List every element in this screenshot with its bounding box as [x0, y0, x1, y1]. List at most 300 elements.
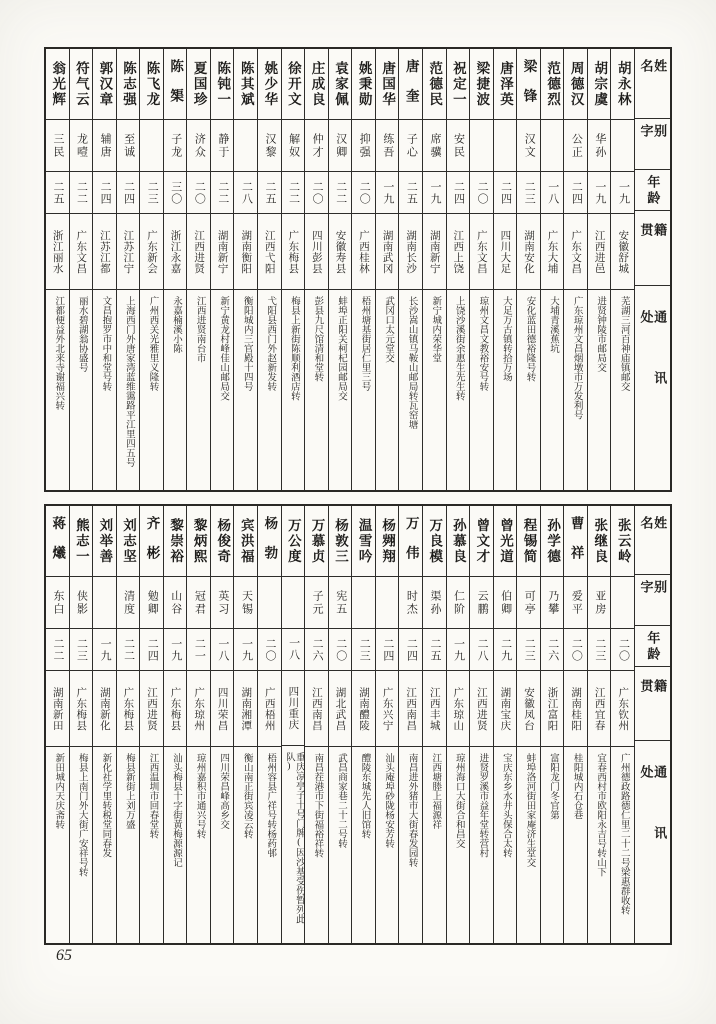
entry-name-text: 蒋爔 — [50, 515, 66, 575]
entry-native-text: 广西桂林 — [358, 229, 370, 274]
entry-column — [116, 49, 140, 490]
entry-native — [517, 670, 540, 746]
entry-name-text: 杨俊奇 — [215, 517, 231, 565]
entry-name — [46, 49, 69, 119]
entry-name-text: 夏国珍 — [191, 60, 207, 108]
entry-address — [93, 746, 116, 943]
entry-column — [516, 49, 540, 490]
entry-address — [305, 746, 328, 943]
entry-name-text: 万慕贞 — [309, 517, 325, 565]
entry-native-text: 江西南昌 — [405, 686, 417, 731]
entry-address — [541, 289, 564, 490]
entry-name — [140, 506, 163, 576]
entry-native — [611, 670, 634, 746]
entry-courtesy — [494, 576, 517, 628]
entry-column — [92, 506, 116, 943]
entry-courtesy — [329, 119, 352, 171]
column-header-address — [635, 740, 670, 943]
entry-address — [494, 289, 517, 490]
entry-column — [328, 506, 352, 943]
entry-age-text: 三〇 — [169, 180, 182, 205]
entry-address — [164, 289, 187, 490]
entry-age — [140, 171, 163, 213]
entry-address-text: 武昌商家巷二十二号转 — [335, 753, 346, 848]
entry-native-text: 广东新会 — [145, 229, 157, 274]
entry-name-text: 袁家佩 — [333, 60, 349, 108]
entry-address-text: 汕头庵埠砂陇杨安芳转 — [383, 753, 394, 848]
entry-age-text: 二四 — [570, 180, 583, 205]
entry-native — [494, 213, 517, 289]
entry-name — [234, 49, 257, 119]
entry-courtesy-text: 安民 — [452, 132, 465, 159]
column-header-address-text: 通讯处 — [638, 765, 668, 888]
entry-column — [163, 49, 187, 490]
entry-column — [446, 49, 470, 490]
entry-column — [563, 49, 587, 490]
entry-address-text: 衡阳城内三官殿十四号 — [241, 296, 252, 391]
entry-name-text: 曾文才 — [474, 517, 490, 565]
entry-name — [399, 49, 422, 119]
entry-address — [93, 289, 116, 490]
entry-name-text: 陈其斌 — [238, 60, 254, 108]
entry-age — [447, 628, 470, 670]
entry-name — [470, 49, 493, 119]
entry-native-text: 安徽寿县 — [334, 229, 346, 274]
entry-address-text: 广东琼州文昌烟墩市万发利号 — [571, 296, 582, 420]
entry-courtesy — [376, 119, 399, 171]
entry-address-text: 琼州嘉积市通兴号转 — [194, 753, 205, 839]
entry-age-text: 二四 — [381, 637, 394, 662]
entry-courtesy-text: 辅唐 — [99, 132, 112, 159]
entry-age-text: 二六 — [311, 637, 324, 662]
entry-column — [281, 506, 305, 943]
entry-name — [588, 506, 611, 576]
entry-address — [352, 746, 375, 943]
entry-native-text: 四川荣昌 — [216, 686, 228, 731]
entry-name — [564, 506, 587, 576]
entry-age-text: 二二 — [216, 180, 229, 205]
entry-age — [376, 628, 399, 670]
entry-courtesy — [588, 576, 611, 628]
entry-age-text: 一九 — [381, 180, 394, 205]
entry-courtesy-text: 抑强 — [358, 132, 371, 159]
entry-native — [564, 670, 587, 746]
entry-address-text: 丽水碧湖翁协盛号 — [76, 296, 87, 372]
entry-native-text: 四川彭县 — [310, 229, 322, 274]
entry-age — [70, 171, 93, 213]
entry-native-text: 广东琼山 — [452, 686, 464, 731]
entry-age-text: 二八 — [476, 637, 489, 662]
entry-courtesy-text: 子龙 — [169, 132, 182, 159]
entry-column — [233, 506, 257, 943]
entry-age — [588, 628, 611, 670]
entry-age-text: 二五 — [51, 180, 64, 205]
entry-age-text: 二四 — [452, 180, 465, 205]
entry-address-text: 梧州塘基街居仁里三号 — [359, 296, 370, 391]
entry-address — [470, 746, 493, 943]
column-header-native-text: 籍贯 — [638, 223, 668, 261]
entry-courtesy — [423, 119, 446, 171]
entry-native-text: 江西丰城 — [428, 686, 440, 731]
entry-native-text: 广东文昌 — [75, 229, 87, 274]
entry-courtesy — [211, 119, 234, 171]
entry-column — [257, 49, 281, 490]
column-header-age-text: 年龄 — [645, 630, 661, 663]
entry-native — [164, 213, 187, 289]
entry-column — [304, 49, 328, 490]
entry-name-text: 黎炳熙 — [191, 517, 207, 565]
entry-age-text: 二三 — [593, 637, 606, 662]
entry-courtesy — [376, 576, 399, 628]
entry-age — [564, 628, 587, 670]
entry-name-text: 翁光辉 — [50, 60, 66, 108]
entry-age — [329, 171, 352, 213]
entry-address — [517, 289, 540, 490]
entry-name-text: 唐泽英 — [497, 60, 513, 108]
entry-courtesy — [305, 119, 328, 171]
entry-courtesy-text: 济众 — [193, 132, 206, 159]
entry-address — [564, 289, 587, 490]
column-header-age-text: 年龄 — [645, 175, 661, 208]
entry-column — [398, 506, 422, 943]
entry-age — [611, 171, 634, 213]
entry-name-text: 胡宗虞 — [592, 60, 608, 108]
entry-age — [70, 628, 93, 670]
entry-column — [398, 49, 422, 490]
entry-courtesy — [564, 119, 587, 171]
entry-age — [494, 171, 517, 213]
entry-name — [211, 506, 234, 576]
entry-courtesy — [70, 576, 93, 628]
entry-column — [422, 506, 446, 943]
entry-age — [117, 171, 140, 213]
entry-address — [70, 289, 93, 490]
entry-name-text: 陈榘 — [168, 58, 184, 118]
entry-courtesy — [282, 576, 305, 628]
entry-native-text: 湖北武昌 — [334, 686, 346, 731]
entry-native — [541, 670, 564, 746]
entry-name — [494, 49, 517, 119]
entry-age-text: 一九 — [452, 637, 465, 662]
entry-name-text: 范德民 — [427, 60, 443, 108]
entry-name — [588, 49, 611, 119]
entry-age-text: 二四 — [405, 637, 418, 662]
entry-native-text: 湖南桂阳 — [570, 686, 582, 731]
entry-courtesy — [352, 119, 375, 171]
entry-name — [376, 49, 399, 119]
entry-column — [304, 506, 328, 943]
entry-age-text: 二四 — [99, 180, 112, 205]
entry-name-text: 齐彬 — [144, 515, 160, 575]
entry-age — [93, 628, 116, 670]
entry-age — [282, 171, 305, 213]
entry-native — [541, 213, 564, 289]
entry-address — [470, 289, 493, 490]
entry-native — [70, 670, 93, 746]
entry-courtesy-text: 席骥 — [428, 132, 441, 159]
directory-table-bottom — [44, 504, 672, 945]
column-header-address-text: 通讯处 — [638, 310, 668, 433]
entry-address — [164, 746, 187, 943]
entry-column — [422, 49, 446, 490]
entry-age-text: 二三 — [146, 180, 159, 205]
entry-native-text: 浙江富阳 — [546, 686, 558, 731]
entry-address — [282, 289, 305, 490]
entry-age — [564, 171, 587, 213]
entry-age — [376, 171, 399, 213]
entry-name-text: 陈飞龙 — [144, 60, 160, 108]
entry-age — [93, 171, 116, 213]
entry-address — [517, 746, 540, 943]
entry-courtesy — [352, 576, 375, 628]
entry-name-text: 孙慕良 — [450, 517, 466, 565]
entry-native — [399, 213, 422, 289]
entry-native-text: 江西进邑 — [593, 229, 605, 274]
entry-column — [257, 506, 281, 943]
entry-courtesy-text: 仁阶 — [452, 589, 465, 616]
entry-address-text: 四川荣昌峰高乡交 — [218, 753, 229, 829]
entry-address — [352, 289, 375, 490]
entry-address-text: 武冈口太元堂交 — [383, 296, 394, 363]
entry-native — [258, 670, 281, 746]
entry-age — [46, 171, 69, 213]
entry-courtesy — [258, 119, 281, 171]
entry-column — [210, 49, 234, 490]
entry-native — [211, 213, 234, 289]
entry-column — [92, 49, 116, 490]
entry-name — [46, 506, 69, 576]
entry-age — [470, 628, 493, 670]
entry-age — [541, 628, 564, 670]
entry-column — [139, 49, 163, 490]
entry-column — [469, 506, 493, 943]
entry-address — [329, 289, 352, 490]
entry-address — [399, 746, 422, 943]
entry-courtesy — [517, 576, 540, 628]
entry-courtesy-text: 子元 — [311, 589, 324, 616]
entry-age-text: 二〇 — [476, 180, 489, 205]
entry-native — [447, 670, 470, 746]
entry-address-text: 宝庆东乡水井头保合太转 — [500, 753, 511, 858]
entry-address-text: 大足万古镇转拾万场 — [500, 296, 511, 382]
entry-name-text: 宾洪福 — [238, 517, 254, 565]
column-header-courtesy-text: 别字 — [638, 580, 668, 604]
entry-courtesy — [70, 119, 93, 171]
entry-column — [446, 506, 470, 943]
entry-courtesy-text: 渠孙 — [428, 589, 441, 616]
entry-age — [211, 628, 234, 670]
entry-courtesy-text: 冠君 — [193, 589, 206, 616]
entry-courtesy — [140, 576, 163, 628]
entry-courtesy — [234, 119, 257, 171]
entry-column — [540, 49, 564, 490]
entry-native — [305, 670, 328, 746]
entry-column — [540, 506, 564, 943]
entry-name — [541, 506, 564, 576]
entry-name — [164, 506, 187, 576]
entry-courtesy-text: 解奴 — [287, 132, 300, 159]
entry-age — [541, 171, 564, 213]
entry-age-text: 二〇 — [358, 180, 371, 205]
entry-native — [470, 213, 493, 289]
entry-age-text: 二五 — [405, 180, 418, 205]
entry-native — [376, 670, 399, 746]
entry-native-text: 广东梅县 — [75, 686, 87, 731]
entry-name — [258, 49, 281, 119]
entry-address-text: 琼州文昌文教裕安号转 — [477, 296, 488, 391]
entry-age — [187, 171, 210, 213]
entry-native — [423, 213, 446, 289]
entry-courtesy-text: 练吾 — [381, 132, 394, 159]
entry-courtesy — [447, 576, 470, 628]
entry-column — [351, 49, 375, 490]
entry-address-text: 梅县上南门外大街广安祥号转 — [76, 753, 87, 877]
entry-address — [187, 289, 210, 490]
entry-courtesy-text: 汉文 — [523, 132, 536, 159]
entry-address — [46, 746, 69, 943]
entry-native-text: 广西梧州 — [263, 686, 275, 731]
entry-address-text: 富阳龙门冬官第 — [548, 753, 559, 820]
entry-age-text: 二〇 — [334, 637, 347, 662]
entry-courtesy — [399, 119, 422, 171]
entry-name-text: 胡永林 — [615, 60, 631, 108]
entry-age-text: 二〇 — [264, 637, 277, 662]
entry-address — [140, 746, 163, 943]
entry-courtesy-text: 华孙 — [593, 132, 606, 159]
entry-courtesy — [611, 119, 634, 171]
entry-courtesy — [541, 119, 564, 171]
entry-column — [493, 49, 517, 490]
entry-name — [376, 506, 399, 576]
entry-native-text: 湖南醴陵 — [358, 686, 370, 731]
entry-native-text: 广东钦州 — [617, 686, 629, 731]
entry-courtesy-text: 龙噎 — [75, 132, 88, 159]
entry-courtesy — [305, 576, 328, 628]
entry-address — [541, 746, 564, 943]
entry-age-text: 二〇 — [193, 180, 206, 205]
entry-courtesy — [423, 576, 446, 628]
entry-name — [352, 506, 375, 576]
entry-address — [70, 746, 93, 943]
entry-courtesy — [258, 576, 281, 628]
entry-native — [329, 213, 352, 289]
entry-native — [376, 213, 399, 289]
entry-name-text: 庄成良 — [309, 60, 325, 108]
entry-address-text: 广州德政路德仁里二十二号梁惠群收转 — [618, 753, 629, 915]
entry-name — [282, 506, 305, 576]
entry-native-text: 广东大埔 — [546, 229, 558, 274]
entry-native — [329, 670, 352, 746]
entry-age — [517, 628, 540, 670]
entry-courtesy — [282, 119, 305, 171]
entry-name — [447, 506, 470, 576]
entry-age — [447, 171, 470, 213]
entry-native — [470, 670, 493, 746]
entry-name-text: 曾光道 — [497, 517, 513, 565]
entry-age-text: 二二 — [51, 637, 64, 662]
entry-native — [494, 670, 517, 746]
entry-address-text: 新化社学里转税堂同春发 — [100, 753, 111, 858]
entry-courtesy — [399, 576, 422, 628]
entry-address-text: 上海西门外唐家湾蓝维霭路平江里四五号 — [123, 296, 134, 467]
entry-age-text: 二三 — [75, 637, 88, 662]
entry-age-text: 一九 — [240, 637, 253, 662]
entry-address-text: 南昌茬港市下街福裕祥转 — [312, 753, 323, 858]
entry-native — [46, 670, 69, 746]
entry-age-text: 一八 — [216, 637, 229, 662]
entry-address-text: 弋阳县西门外赵新发转 — [265, 296, 276, 391]
entry-native-text: 江西弋阳 — [263, 229, 275, 274]
entry-age-text: 一九 — [99, 637, 112, 662]
entry-native — [187, 213, 210, 289]
entry-native-text: 浙江永嘉 — [169, 229, 181, 274]
entry-column — [210, 506, 234, 943]
entry-age-text: 二六 — [546, 637, 559, 662]
entry-native-text: 湖南长沙 — [405, 229, 417, 274]
entry-column — [610, 49, 634, 490]
column-header-native-text: 籍贯 — [638, 678, 668, 716]
column-header-courtesy — [635, 574, 670, 625]
entry-courtesy — [447, 119, 470, 171]
entry-native — [164, 670, 187, 746]
entry-address-text: 江西温圳市回春堂转 — [147, 753, 158, 839]
entry-address — [588, 289, 611, 490]
entry-address-text: 新田城内天庆斋转 — [53, 753, 64, 829]
entry-native-text: 湖南安化 — [522, 229, 534, 274]
entry-age — [329, 628, 352, 670]
entry-courtesy-text: 云鹏 — [476, 589, 489, 616]
entry-address — [258, 746, 281, 943]
entry-address-text: 衡山南正街宾凌云转 — [241, 753, 252, 839]
entry-address — [329, 746, 352, 943]
entry-address-text: 南昌进外猪市大街春发园转 — [406, 753, 417, 867]
entry-column — [516, 506, 540, 943]
entry-name-text: 唐国华 — [380, 60, 396, 108]
entry-name-text: 梁锋 — [521, 58, 537, 118]
column-header-native — [635, 210, 670, 285]
entry-courtesy-text: 乃攀 — [546, 589, 559, 616]
table-header-column — [634, 49, 670, 490]
entry-age — [611, 628, 634, 670]
entry-native — [611, 213, 634, 289]
entry-native — [234, 670, 257, 746]
entry-native — [258, 213, 281, 289]
column-header-name-text: 姓名 — [638, 516, 668, 549]
entry-column — [610, 506, 634, 943]
entry-age — [352, 628, 375, 670]
entry-age — [187, 628, 210, 670]
entry-age — [423, 628, 446, 670]
entry-address-text: 醴陵东城先人旧馆转 — [359, 753, 370, 839]
entry-address — [564, 746, 587, 943]
entry-name — [329, 506, 352, 576]
entry-native — [211, 670, 234, 746]
entry-native-text: 浙江丽水 — [51, 229, 63, 274]
entry-column — [139, 506, 163, 943]
entry-age — [211, 171, 234, 213]
entry-address-text: 进贤罗溪市益年堂转营村 — [477, 753, 488, 858]
entry-native — [588, 213, 611, 289]
entry-native-text: 广东梅县 — [287, 229, 299, 274]
entry-age — [305, 171, 328, 213]
entry-age — [305, 628, 328, 670]
entry-courtesy — [164, 576, 187, 628]
entry-address-text: 蚌埠洛河街田家庵济生堂交 — [524, 753, 535, 867]
entry-name-text: 唐奎 — [403, 58, 419, 118]
entry-native-text: 广东琼州 — [193, 686, 205, 731]
entry-name-text: 曹祥 — [568, 515, 584, 575]
entry-address-text: 芜湖三河百神庙镇邮交 — [618, 296, 629, 391]
